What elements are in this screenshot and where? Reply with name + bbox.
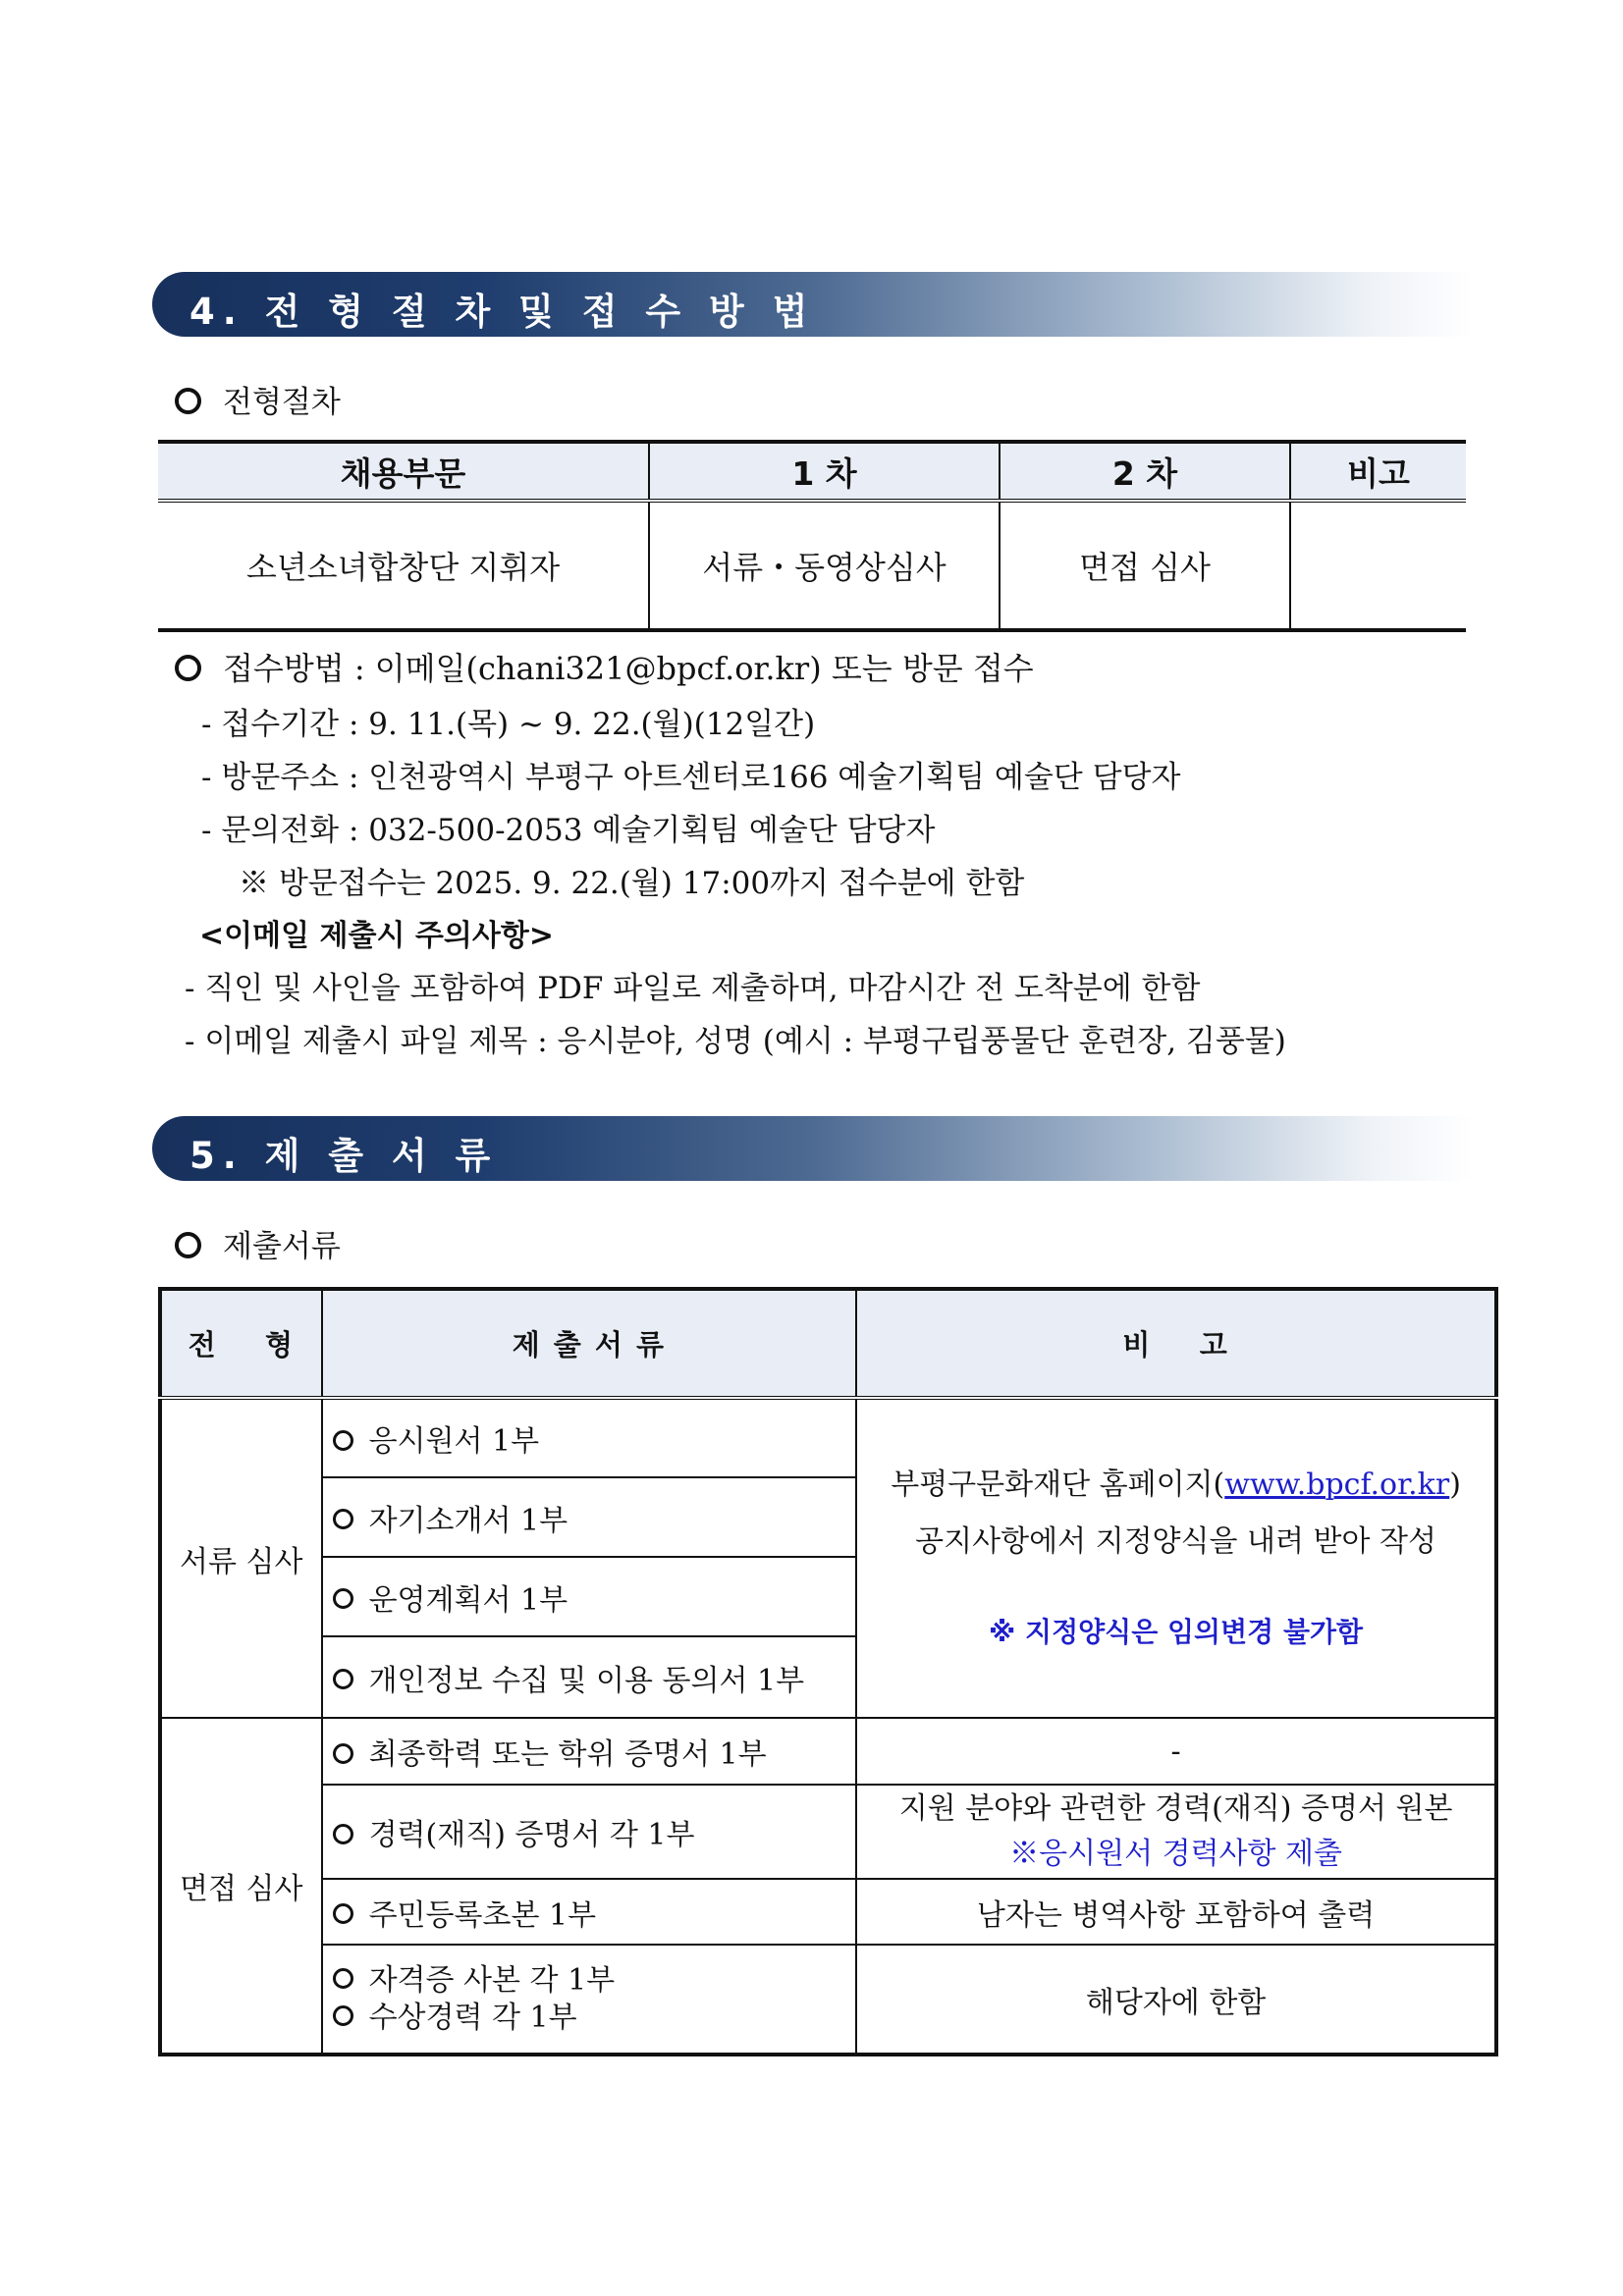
circle-bullet-icon [175,655,201,681]
note-warning: ※ 지정양식은 임의변경 불가함 [989,1615,1364,1648]
documents-heading-text: 제출서류 [223,1229,341,1264]
table-row [160,1879,1496,1945]
doc-text: 수상경력 각 1부 [368,2000,577,2035]
doc-cell [322,1477,857,1557]
note-cell [856,1785,1496,1879]
documents-heading [175,1221,341,1265]
procedure-heading [175,377,341,421]
doc-cell [322,1945,857,2055]
circle-bullet-icon [333,1824,353,1844]
circle-bullet-icon [175,388,201,414]
note-cell: - [856,1718,1496,1785]
circle-bullet-icon [333,1588,353,1609]
table-row [160,1785,1496,1879]
section5-title: 5. 제 출 서 류 [189,1135,499,1177]
note-cell: 남자는 병역사항 포함하여 출력 [856,1879,1496,1945]
phone-line: - 문의전화 : 032-500-2053 예술기획팀 예술단 담당자 [201,813,936,848]
email-notice-line: - 직인 및 사인을 포함하여 PDF 파일로 제출하며, 마감시간 전 도착분에 한함 [185,971,1201,1006]
doc-text: 경력(재직) 증명서 각 1부 [368,1818,695,1852]
method-line [175,644,1034,689]
header-cell: 전 형 [160,1289,322,1398]
section4-title: 4. 전 형 절 차 및 접 수 방 법 [189,291,816,333]
doc-cell [322,1785,857,1879]
doc-cell [322,1718,857,1785]
circle-bullet-icon [333,1669,353,1689]
circle-bullet-icon [333,1743,353,1764]
doc-text: 자기소개서 1부 [368,1503,568,1538]
table-cell: 면접 심사 [1000,501,1290,630]
group-label: 면접 심사 [160,1718,322,2055]
doc-cell [322,1636,857,1718]
header-cell: 채용부문 [158,442,649,501]
doc-text: 응시원서 1부 [368,1424,540,1459]
table-cell: 서류・동영상심사 [649,501,1000,630]
section5-banner [152,1116,1473,1181]
header-cell: 비고 [1290,442,1466,501]
table-cell: 소년소녀합창단 지휘자 [245,549,561,586]
header-cell: 제 출 서 류 [322,1289,857,1398]
header-cell: 2 차 [1000,442,1290,501]
circle-bullet-icon [175,1232,201,1258]
table-row [160,1398,1496,1477]
documents-table [158,1287,1498,2056]
doc-text: 자격증 사본 각 1부 [368,1962,616,1998]
note-prefix: 부평구문화재단 홈페이지( [891,1467,1225,1502]
group1-note [856,1398,1496,1718]
email-notice-title: <이메일 제출시 주의사항> [199,919,554,953]
note-suffix: ) [1449,1467,1461,1502]
table-row [160,1718,1496,1785]
documents-table-header [160,1289,1496,1398]
procedure-table [158,440,1466,632]
address-line: - 방문주소 : 인천광역시 부평구 아트센터로166 예술기획팀 예술단 담당자 [201,760,1181,795]
doc-text: 최종학력 또는 학위 증명서 1부 [368,1737,767,1772]
circle-bullet-icon [333,2005,353,2026]
header-cell: 1 차 [649,442,1000,501]
homepage-link[interactable]: www.bpcf.or.kr [1224,1467,1450,1502]
procedure-heading-text: 전형절차 [223,385,341,420]
doc-text: 운영계획서 1부 [368,1582,568,1618]
table-cell [1290,501,1466,630]
doc-cell [322,1398,857,1477]
doc-cell [322,1557,857,1636]
circle-bullet-icon [333,1509,353,1529]
section4-banner [152,272,1473,337]
doc-line [333,1962,855,2000]
doc-cell [322,1879,857,1945]
circle-bullet-icon [333,1903,353,1924]
note-cell: 해당자에 한함 [856,1945,1496,2055]
doc-text: 주민등록초본 1부 [368,1897,597,1933]
circle-bullet-icon [333,1430,353,1451]
note-line: 지원 분야와 관련한 경력(재직) 증명서 원본 [898,1791,1453,1826]
procedure-table-header [158,442,1466,501]
note-line [858,1457,1493,1514]
group-label: 서류 심사 [160,1398,322,1718]
circle-bullet-icon [333,1968,353,1989]
table-row [160,1945,1496,2055]
doc-text: 개인정보 수집 및 이용 동의서 1부 [368,1663,805,1698]
email-notice-line: - 이메일 제출시 파일 제목 : 응시분야, 성명 (예시 : 부평구립풍물단 훈련장, 김풍물) [185,1024,1286,1059]
note-line-blue: ※응시원서 경력사항 제출 [1009,1837,1343,1871]
procedure-table-row [158,501,1466,630]
doc-line [333,2000,855,2037]
header-cell: 비 고 [856,1289,1496,1398]
note-line: 공지사항에서 지정양식을 내려 받아 작성 [915,1523,1436,1559]
period-line: - 접수기간 : 9. 11.(목) ~ 9. 22.(월)(12일간) [201,707,816,742]
visit-notice: ※ 방문접수는 2025. 9. 22.(월) 17:00까지 접수분에 한함 [239,866,1025,901]
method-text: 접수방법 : 이메일(chani321@bpcf.or.kr) 또는 방문 접수 [223,650,1034,687]
